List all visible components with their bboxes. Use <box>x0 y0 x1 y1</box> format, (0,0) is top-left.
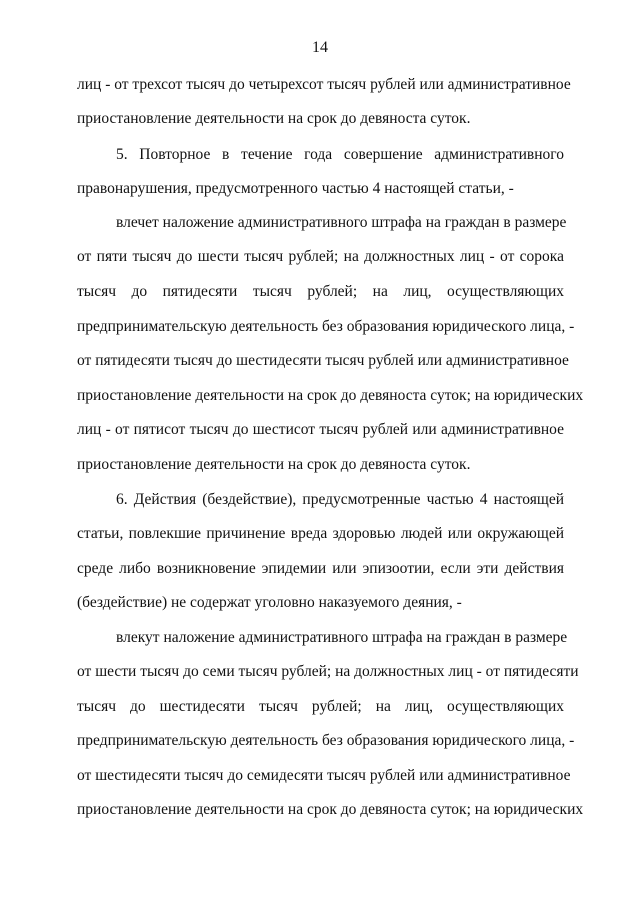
text-line: влекут наложение административного штрафа на граждан в размере <box>116 629 568 646</box>
text-line: от шестидесяти тысяч до семидесяти тысяч рублей или административное <box>77 767 571 784</box>
text-line: приостановление деятельности на срок до девяноста суток. <box>77 456 471 473</box>
text-line: правонарушения, предусмотренного частью 4 настоящей статьи, - <box>77 180 514 197</box>
text-line: приостановление деятельности на срок до девяноста суток; на юридических <box>77 801 584 818</box>
text-line: предпринимательскую деятельность без образования юридического лица, - <box>77 732 575 749</box>
text-line: от пятидесяти тысяч до шестидесяти тысяч рублей или административное <box>77 352 569 369</box>
text-line: (бездействие) не содержат уголовно наказуемого деяния, - <box>77 594 462 611</box>
text-line: предпринимательскую деятельность без образования юридического лица, - <box>77 318 575 335</box>
text-line: статьи, повлекшие причинение вреда здоровью людей или окружающей <box>77 525 564 542</box>
text-line: влечет наложение административного штрафа на граждан в размере <box>116 214 567 231</box>
text-line: тысяч до пятидесяти тысяч рублей; на лиц, осуществляющих <box>77 283 564 300</box>
page-number: 14 <box>312 39 328 56</box>
text-line: приостановление деятельности на срок до девяноста суток; на юридических <box>77 387 584 404</box>
text-line: 5. Повторное в течение года совершение административного <box>116 146 564 163</box>
text-line: приостановление деятельности на срок до девяноста суток. <box>77 110 471 127</box>
text-line: от пяти тысяч до шести тысяч рублей; на должностных лиц - от сорока <box>77 248 564 265</box>
text-line: среде либо возникновение эпидемии или эпизоотии, если эти действия <box>77 560 564 577</box>
text-line: от шести тысяч до семи тысяч рублей; на должностных лиц - от пятидесяти <box>77 663 579 680</box>
text-line: 6. Действия (бездействие), предусмотренные частью 4 настоящей <box>116 491 564 508</box>
text-line: тысяч до шестидесяти тысяч рублей; на лиц, осуществляющих <box>77 698 564 715</box>
text-line: лиц - от пятисот тысяч до шестисот тысяч рублей или административное <box>77 421 564 438</box>
text-line: лиц - от трехсот тысяч до четырехсот тысяч рублей или административное <box>77 76 571 93</box>
